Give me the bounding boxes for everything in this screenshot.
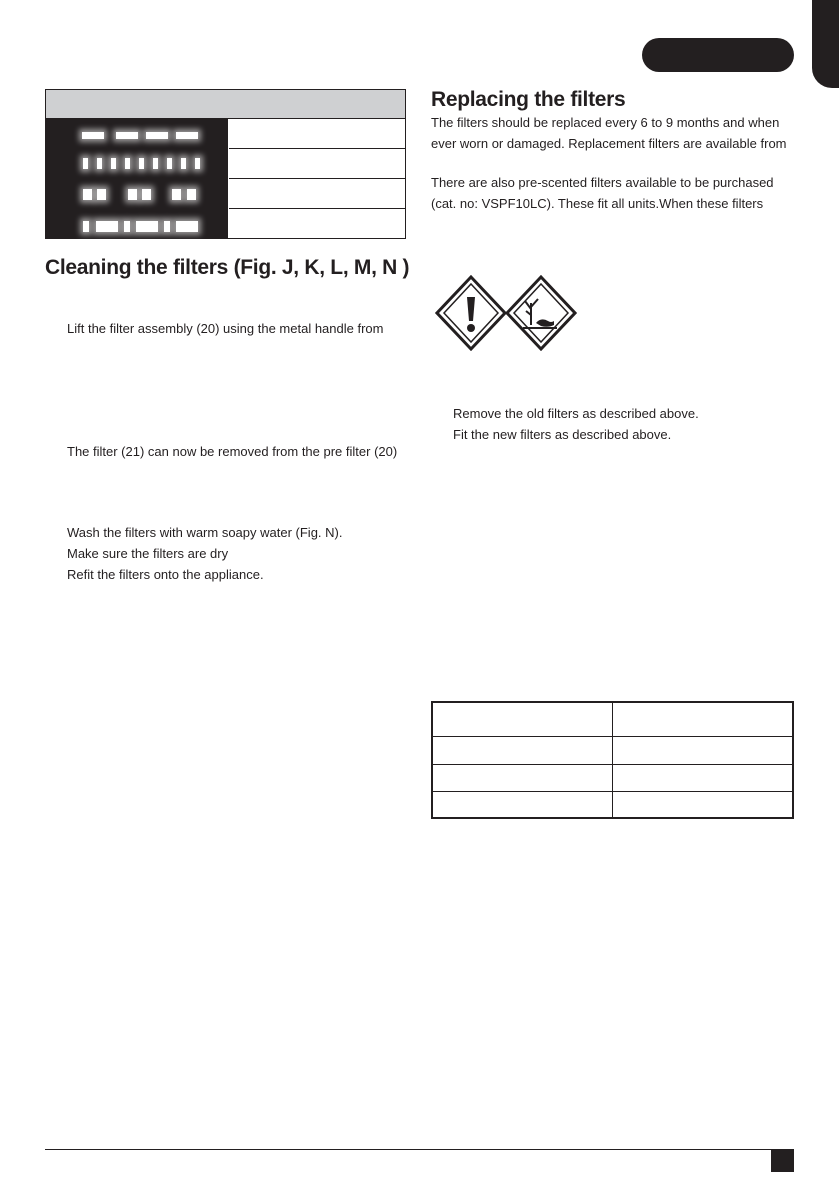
indicator-led-panel: [46, 119, 228, 239]
led-bar: [97, 158, 102, 169]
indicator-table-row: [229, 209, 406, 239]
led-bar: [195, 158, 200, 169]
step-remove-filter: The filter (21) can now be removed from the pre filter (20): [67, 444, 398, 459]
replace-intro-line-2: ever worn or damaged. Replacement filters are available from: [431, 136, 787, 151]
language-pill: [642, 38, 794, 72]
led-bar: [167, 158, 172, 169]
led-bar: [111, 158, 116, 169]
page-number-box: [771, 1150, 794, 1172]
prescented-line-1: There are also pre-scented filters available to be purchased: [431, 175, 774, 190]
led-bar: [139, 158, 144, 169]
cleaning-filters-heading: Cleaning the filters (Fig. J, K, L, M, N ): [45, 256, 410, 279]
led-bar: [96, 221, 118, 232]
led-bar: [124, 221, 130, 232]
led-bar: [83, 158, 88, 169]
led-bar: [164, 221, 170, 232]
led-bar: [153, 158, 158, 169]
led-bar: [176, 221, 198, 232]
led-bar: [82, 132, 104, 139]
prescented-line-2: (cat. no: VSPF10LC). These fit all units.When these filters: [431, 196, 764, 211]
environment-hazard-icon: [507, 277, 575, 349]
led-bar: [83, 221, 89, 232]
led-bar: [136, 221, 158, 232]
led-bar: [181, 158, 186, 169]
step-wash-filters: Wash the filters with warm soapy water (Fig. N).: [67, 525, 343, 540]
led-bar: [97, 189, 106, 200]
indicator-table-row: [229, 149, 406, 179]
footer-rule: [45, 1149, 794, 1150]
step-refit-filters: Refit the filters onto the appliance.: [67, 567, 264, 582]
led-bar: [142, 189, 151, 200]
led-bar: [146, 132, 168, 139]
led-bar: [128, 189, 137, 200]
indicator-table-row: [229, 179, 406, 209]
led-bar: [83, 189, 92, 200]
led-bar: [116, 132, 138, 139]
step-remove-old-filters: Remove the old filters as described above.: [453, 406, 699, 421]
filter-table: [431, 701, 794, 819]
filter-table-divider: [612, 703, 613, 817]
hazard-pictograms: [435, 275, 577, 351]
exclamation-hazard-icon: [437, 277, 505, 349]
led-bar: [172, 189, 181, 200]
replacing-filters-heading: Replacing the filters: [431, 88, 626, 111]
led-bar: [187, 189, 196, 200]
replace-intro-line-1: The filters should be replaced every 6 to 9 months and when: [431, 115, 780, 130]
indicator-table: [45, 89, 406, 239]
language-tab: [812, 0, 839, 88]
indicator-table-header: [46, 90, 405, 119]
step-dry-filters: Make sure the filters are dry: [67, 546, 229, 561]
led-bar: [176, 132, 198, 139]
indicator-table-row: [229, 119, 406, 149]
step-fit-new-filters: Fit the new filters as described above.: [453, 427, 672, 442]
led-bar: [125, 158, 130, 169]
step-lift-filter: Lift the filter assembly (20) using the metal handle from: [67, 321, 384, 336]
